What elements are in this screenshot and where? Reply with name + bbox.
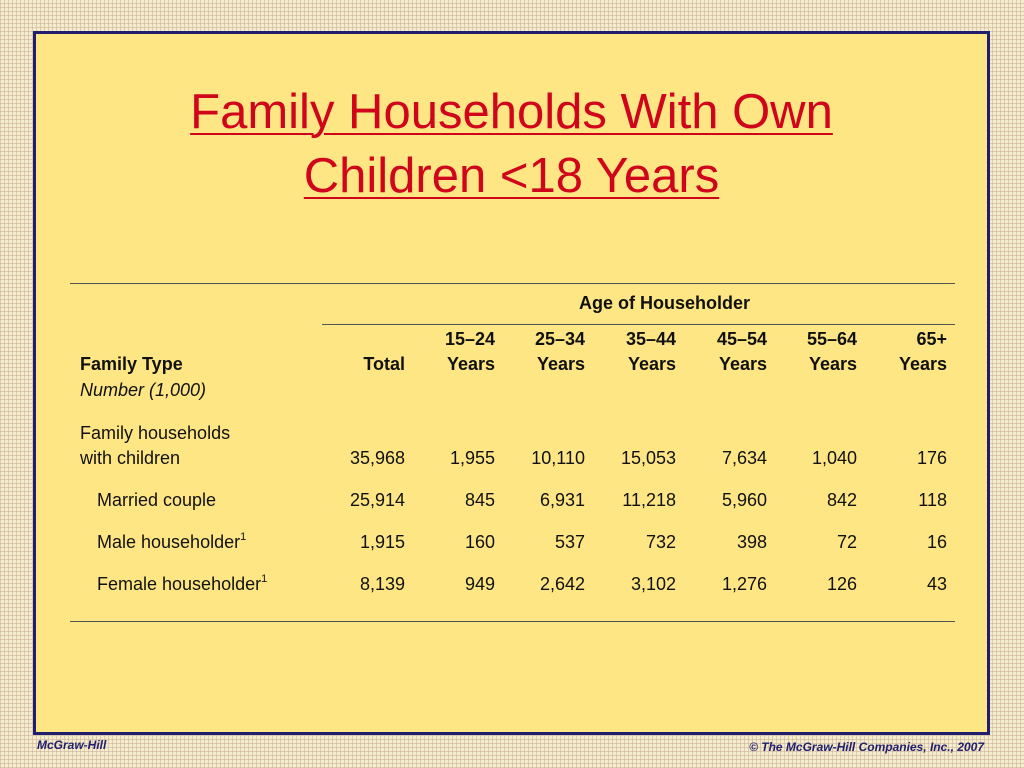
column-header: Total — [363, 354, 405, 374]
table-cell: 35,968 — [349, 448, 405, 468]
footnote-marker: 1 — [240, 531, 247, 543]
row-label: Family households — [80, 423, 231, 443]
table-cell: 7,634 — [721, 448, 767, 468]
row-label: Male householder$^1$ — [97, 531, 247, 552]
table-cell: 1,040 — [811, 448, 857, 468]
table-cell: 118 — [918, 490, 947, 510]
table-cell: 2,642 — [539, 574, 585, 594]
table-cell: 15,053 — [620, 448, 676, 468]
column-header: 15–24 — [444, 329, 495, 349]
table-bottom-rule — [70, 621, 955, 622]
table-cell: 16 — [926, 532, 947, 552]
row-label: with children — [80, 448, 181, 468]
group-header-rule — [322, 324, 955, 325]
column-header: Years — [536, 354, 585, 374]
publisher-footer: McGraw-Hill — [37, 738, 107, 752]
column-header: Years — [627, 354, 676, 374]
table-cell: 160 — [464, 532, 495, 552]
column-header: Years — [718, 354, 767, 374]
column-header: Years — [808, 354, 857, 374]
title-line-1: Family Households With Own — [190, 85, 833, 139]
table-cell: 1,955 — [449, 448, 495, 468]
title-line-2: Children <18 Years — [303, 149, 720, 203]
column-header: 25–34 — [534, 329, 585, 349]
copyright-footer: © The McGraw-Hill Companies, Inc., 2007 — [749, 740, 984, 754]
column-header: Years — [446, 354, 495, 374]
table-cell: 176 — [916, 448, 947, 468]
row-label: Married couple — [97, 490, 217, 510]
column-header: 45–54 — [716, 329, 767, 349]
table-cell: 126 — [826, 574, 857, 594]
table-cell: 10,110 — [531, 448, 585, 468]
table-cell: 72 — [836, 532, 857, 552]
table-cell: 537 — [554, 532, 585, 552]
table-cell: 43 — [926, 574, 947, 594]
table-cell: 5,960 — [721, 490, 767, 510]
table-cell: 398 — [736, 532, 767, 552]
table-cell: 6,931 — [539, 490, 585, 510]
column-header: 35–44 — [625, 329, 676, 349]
column-header: 65+ — [916, 329, 947, 349]
group-header: Age of Householder — [579, 293, 751, 313]
table-cell: 3,102 — [630, 574, 676, 594]
table-cell: 11,218 — [622, 490, 676, 510]
row-label: Female householder$^1$ — [97, 573, 268, 594]
table-cell: 8,139 — [359, 574, 405, 594]
table-cell: 842 — [826, 490, 857, 510]
table-cell: 732 — [645, 532, 676, 552]
table-cell: 1,915 — [359, 532, 405, 552]
units-label: Number (1,000) — [80, 380, 207, 400]
table-cell: 1,276 — [721, 574, 767, 594]
table-cell: 25,914 — [349, 490, 405, 510]
table-top-rule — [70, 283, 955, 284]
column-header: 55–64 — [806, 329, 857, 349]
table-cell: 949 — [464, 574, 495, 594]
footnote-marker: 1 — [261, 573, 268, 585]
family-type-header: Family Type — [80, 354, 183, 374]
table-cell: 845 — [464, 490, 495, 510]
column-header: Years — [898, 354, 947, 374]
